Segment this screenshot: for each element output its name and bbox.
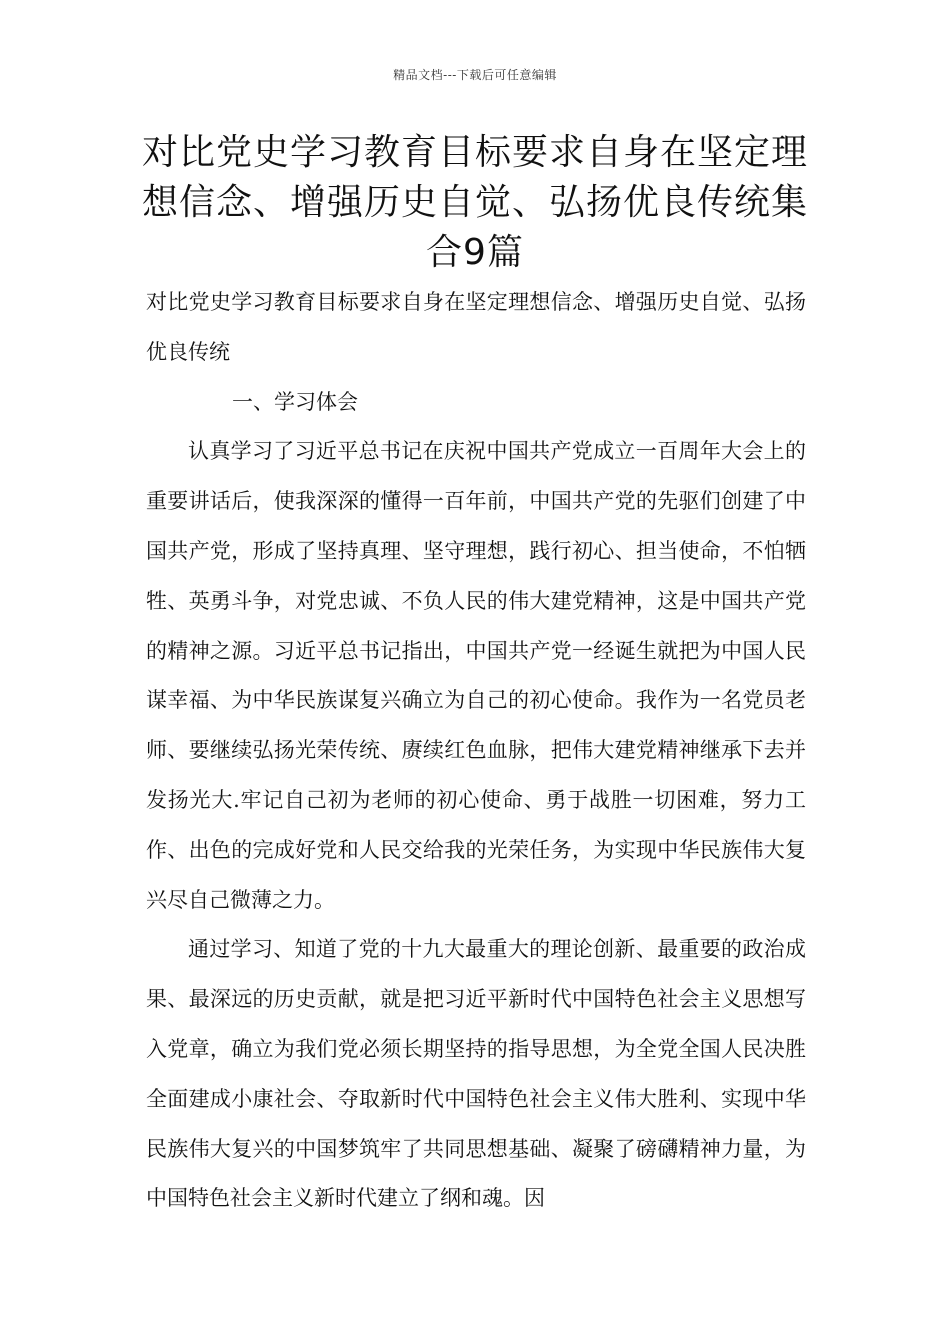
header-note: 精品文档---下载后可任意编辑 <box>393 68 557 82</box>
body-paragraph-2: 通过学习、知道了党的十九大最重大的理论创新、最重要的政治成果、最深远的历史贡献，就是把习近平新时代中国特色社会主义思想写入党章，确立为我们党必须长期坚持的指导思想，为全党全国人民决胜全面建成小康社会、夺取新时代中国特色社会主义伟大胜利、实现中华民族伟大复兴的中国梦筑牢了共同思想基础、凝聚了磅礴精神力量，为中国特色社会主义新时代建立了纲和魂。因 <box>146 937 806 1211</box>
body-paragraph-1: 认真学习了习近平总书记在庆祝中国共产党成立一百周年大会上的重要讲话后，使我深深的懂得一百年前，中国共产党的先驱们创建了中国共产党，形成了坚持真理、坚守理想，践行初心、担当使命，不怕牺牲、英勇斗争，对党忠诚、不负人民的伟大建党精神，这是中国共产党的精神之源。习近平总书记指出，中国共产党一经诞生就把为中国人民谋幸福、为中华民族谋复兴确立为自己的初心使命。我作为一名党员老师、要继续弘扬光荣传统、赓续红色血脉，把伟大建党精神继承下去并发扬光大.牢记自己初为老师的初心使命、勇于战胜一切困难，努力工作、出色的完成好党和人民交给我的光荣任务，为实现中华民族伟大复兴尽自己微薄之力。 <box>146 439 806 912</box>
document-body <box>146 278 806 1224</box>
section-heading: 一、学习体会 <box>232 389 358 414</box>
subtitle-paragraph: 对比党史学习教育目标要求自身在坚定理想信念、增强历史自觉、弘扬优良传统 <box>146 290 806 364</box>
document-title: 对比党史学习教育目标要求自身在坚定理想信念、增强历史自觉、弘扬优良传统集合9篇 <box>141 132 808 273</box>
